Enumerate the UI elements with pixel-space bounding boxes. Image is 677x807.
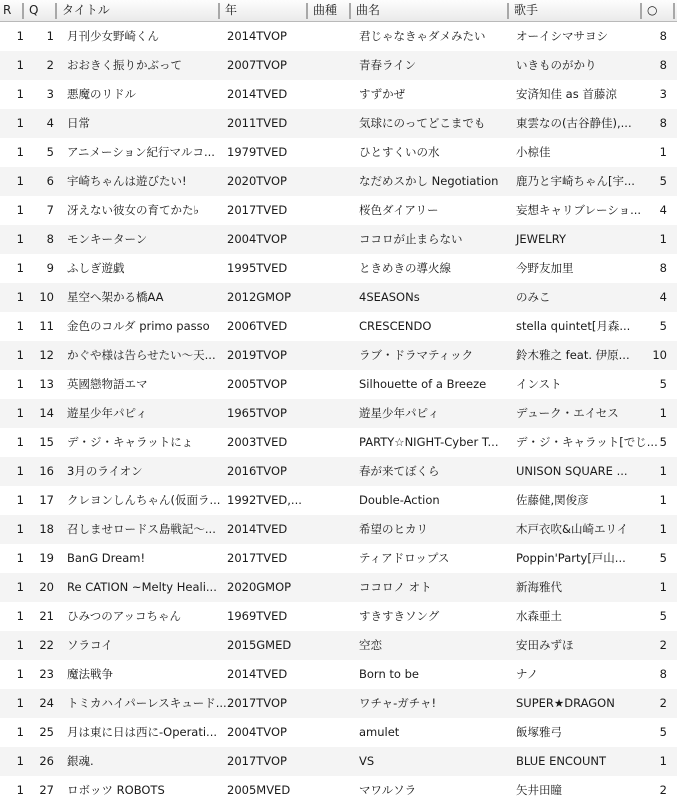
cell-title: 星空へ架かる橋AA	[67, 290, 164, 304]
cell-circle: 1	[659, 464, 667, 478]
cell-artist: ナノ	[516, 667, 539, 681]
cell-year: 2020TVOP	[227, 174, 287, 188]
cell-kyoku-type	[312, 660, 354, 689]
cell-title: 遊星少年パピィ	[67, 406, 148, 420]
cell-kyoku-type	[312, 283, 354, 312]
cell-kyoku-type	[312, 22, 354, 51]
cell-year: 2004TVOP	[227, 725, 287, 739]
cell-song: Born to be	[359, 667, 419, 681]
cell-title: デ・ジ・キャラットにょ	[67, 435, 194, 449]
cell-year: 2020GMOP	[227, 580, 292, 594]
cell-circle: 2	[659, 638, 667, 652]
cell-title: Re CATION ~Melty Heali...	[67, 580, 217, 594]
cell-title: トミカハイパーレスキュード...	[67, 696, 227, 710]
cell-title: 金色のコルダ primo passo	[67, 319, 210, 333]
cell-year: 2015GMED	[227, 638, 292, 652]
column-resize-handle[interactable]	[218, 3, 220, 19]
cell-artist: 木戸衣吹&山崎エリイ	[516, 522, 629, 536]
cell-title: 魔法戦争	[67, 667, 113, 681]
cell-song: 遊星少年パピィ	[359, 406, 440, 420]
cell-artist: stella quintet[月森...	[516, 319, 631, 333]
cell-year: 1992TVED,...	[227, 493, 302, 507]
cell-circle: 4	[659, 290, 667, 304]
cell-song: 君じゃなきゃダメみたい	[359, 29, 486, 43]
cell-kyoku-type	[312, 312, 354, 341]
cell-circle: 10	[652, 348, 667, 362]
cell-circle: 1	[659, 232, 667, 246]
cell-r: 1	[16, 493, 24, 507]
cell-q: 8	[46, 232, 54, 246]
table-row[interactable]	[0, 573, 677, 602]
cell-year: 2005TVOP	[227, 377, 287, 391]
table-row[interactable]	[0, 283, 677, 312]
column-header-kyoku-type[interactable]: 曲種	[313, 3, 338, 17]
cell-song: 気球にのってどこまでも	[359, 116, 486, 130]
cell-r: 1	[16, 348, 24, 362]
cell-title: ソラコイ	[67, 638, 113, 652]
cell-artist: インスト	[516, 377, 562, 391]
table-row[interactable]	[0, 312, 677, 341]
cell-kyoku-type	[312, 80, 354, 109]
cell-circle: 1	[659, 580, 667, 594]
cell-song: 空恋	[359, 638, 382, 652]
cell-r: 1	[16, 174, 24, 188]
cell-year: 2017TVED	[227, 203, 288, 217]
cell-r: 1	[16, 435, 24, 449]
cell-song: すずかぜ	[359, 87, 406, 101]
cell-kyoku-type	[312, 428, 354, 457]
cell-title: 月は東に日は西に-Operati...	[67, 725, 218, 739]
cell-q: 12	[39, 348, 54, 362]
cell-year: 2011TVED	[227, 116, 288, 130]
cell-kyoku-type	[312, 51, 354, 80]
cell-kyoku-type	[312, 573, 354, 602]
table-row[interactable]	[0, 109, 677, 138]
cell-artist: のみこ	[516, 290, 551, 304]
cell-year: 2017TVOP	[227, 754, 287, 768]
cell-kyoku-type	[312, 486, 354, 515]
cell-q: 26	[39, 754, 54, 768]
cell-r: 1	[16, 754, 24, 768]
cell-song: ココロノ オト	[359, 580, 432, 594]
cell-q: 19	[39, 551, 54, 565]
cell-year: 2012GMOP	[227, 290, 292, 304]
cell-r: 1	[16, 522, 24, 536]
cell-song: 4SEASONs	[359, 290, 420, 304]
cell-title: 召しませロードス島戦記～...	[67, 522, 216, 536]
cell-q: 4	[46, 116, 54, 130]
table-row[interactable]	[0, 631, 677, 660]
cell-q: 16	[39, 464, 54, 478]
column-header-circle[interactable]: ○	[647, 3, 658, 17]
cell-circle: 5	[659, 174, 667, 188]
cell-song: Silhouette of a Breeze	[359, 377, 487, 391]
cell-r: 1	[16, 609, 24, 623]
cell-year: 2007TVOP	[227, 58, 287, 72]
cell-q: 10	[39, 290, 54, 304]
grid-body	[0, 22, 677, 805]
cell-circle: 5	[659, 725, 667, 739]
cell-title: 悪魔のリドル	[67, 87, 136, 101]
column-resize-handle[interactable]	[640, 3, 642, 19]
table-row[interactable]	[0, 602, 677, 631]
table-row[interactable]	[0, 718, 677, 747]
cell-r: 1	[16, 725, 24, 739]
cell-title: かぐや様は告らせたい～天...	[67, 348, 216, 362]
cell-year: 1979TVED	[227, 145, 288, 159]
cell-r: 1	[16, 87, 24, 101]
cell-artist: 鹿乃と宇崎ちゃん[宇...	[516, 174, 635, 188]
table-row[interactable]	[0, 457, 677, 486]
cell-year: 2003TVED	[227, 435, 288, 449]
cell-year: 2014TVED	[227, 667, 288, 681]
cell-artist: 佐藤健,関俊彦	[516, 493, 589, 507]
cell-kyoku-type	[312, 747, 354, 776]
cell-title: クレヨンしんちゃん(仮面ラ...	[67, 493, 221, 507]
cell-circle: 5	[659, 551, 667, 565]
cell-q: 24	[39, 696, 54, 710]
cell-circle: 8	[659, 116, 667, 130]
cell-title: ロボッツ ROBOTS	[67, 783, 165, 797]
cell-r: 1	[16, 667, 24, 681]
table-row[interactable]	[0, 428, 677, 457]
cell-circle: 8	[659, 261, 667, 275]
cell-song: 希望のヒカリ	[359, 522, 428, 536]
cell-kyoku-type	[312, 399, 354, 428]
table-row[interactable]	[0, 341, 677, 370]
cell-r: 1	[16, 232, 24, 246]
cell-q: 7	[46, 203, 54, 217]
table-row[interactable]	[0, 544, 677, 573]
cell-song: ワチャ-ガチャ!	[359, 696, 437, 710]
cell-title: 宇崎ちゃんは遊びたい!	[67, 174, 187, 188]
cell-kyoku-type	[312, 341, 354, 370]
cell-r: 1	[16, 203, 24, 217]
cell-artist: 安済知佳 as 首藤涼	[516, 87, 617, 101]
cell-artist: BLUE ENCOUNT	[516, 754, 607, 768]
cell-artist: 飯塚雅弓	[516, 725, 562, 739]
cell-circle: 2	[659, 783, 667, 797]
column-resize-handle[interactable]	[349, 3, 351, 19]
cell-title: アニメーション紀行マルコ...	[67, 145, 215, 159]
cell-year: 2016TVOP	[227, 464, 287, 478]
cell-year: 2004TVOP	[227, 232, 287, 246]
cell-artist: オーイシマサヨシ	[516, 29, 608, 43]
cell-song: ココロが止まらない	[359, 232, 463, 246]
cell-r: 1	[16, 145, 24, 159]
cell-r: 1	[16, 551, 24, 565]
cell-song: ひとすくいの水	[359, 145, 440, 159]
cell-q: 25	[39, 725, 54, 739]
cell-year: 2014TVOP	[227, 29, 287, 43]
cell-r: 1	[16, 580, 24, 594]
cell-song: 春が来てぼくら	[359, 464, 440, 478]
cell-song: VS	[359, 754, 375, 768]
grid-header	[0, 0, 677, 22]
cell-q: 14	[39, 406, 54, 420]
table-row[interactable]	[0, 660, 677, 689]
cell-artist: 東雲なの(古谷静佳),...	[516, 116, 632, 130]
cell-song: CRESCENDO	[359, 319, 432, 333]
cell-circle: 5	[659, 609, 667, 623]
cell-song: マワルソラ	[359, 783, 417, 797]
cell-title: 月刊少女野崎くん	[67, 29, 159, 43]
cell-q: 15	[39, 435, 54, 449]
cell-q: 5	[46, 145, 54, 159]
cell-artist: 鈴木雅之 feat. 伊原...	[516, 348, 630, 362]
cell-title: 銀魂.	[67, 754, 94, 768]
cell-artist: 矢井田瞳	[516, 783, 562, 797]
cell-title: おおきく振りかぶって	[67, 58, 182, 72]
cell-song: amulet	[359, 725, 400, 739]
cell-circle: 2	[659, 696, 667, 710]
cell-kyoku-type	[312, 225, 354, 254]
cell-circle: 5	[659, 435, 667, 449]
cell-title: モンキーターン	[67, 232, 148, 246]
cell-song: すきすきソング	[359, 609, 440, 623]
cell-artist: 安田みずほ	[516, 638, 574, 652]
cell-circle: 5	[659, 377, 667, 391]
cell-song: ラブ・ドラマティック	[359, 348, 474, 362]
cell-q: 13	[39, 377, 54, 391]
cell-kyoku-type	[312, 196, 354, 225]
cell-circle: 8	[659, 29, 667, 43]
column-resize-handle[interactable]	[22, 3, 24, 19]
cell-q: 27	[39, 783, 54, 797]
table-row[interactable]	[0, 399, 677, 428]
column-resize-handle[interactable]	[306, 3, 308, 19]
cell-song: ときめきの導火線	[359, 261, 451, 275]
column-header-artist[interactable]: 歌手	[514, 3, 539, 17]
cell-q: 21	[39, 609, 54, 623]
cell-kyoku-type	[312, 689, 354, 718]
cell-kyoku-type	[312, 254, 354, 283]
cell-song: PARTY☆NIGHT-Cyber T...	[359, 435, 499, 449]
cell-q: 22	[39, 638, 54, 652]
cell-year: 2019TVOP	[227, 348, 287, 362]
cell-kyoku-type	[312, 631, 354, 660]
cell-circle: 8	[659, 667, 667, 681]
table-row[interactable]	[0, 776, 677, 805]
cell-title: 英國戀物語エマ	[67, 377, 148, 391]
column-resize-handle[interactable]	[507, 3, 509, 19]
table-row[interactable]	[0, 22, 677, 51]
cell-title: 冴えない彼女の育てかた♭	[67, 203, 199, 217]
table-row[interactable]	[0, 515, 677, 544]
cell-kyoku-type	[312, 370, 354, 399]
cell-q: 6	[46, 174, 54, 188]
table-row[interactable]	[0, 51, 677, 80]
column-header-song[interactable]: 曲名	[356, 3, 381, 17]
cell-artist: 小椋佳	[516, 145, 551, 159]
column-header-title[interactable]: タイトル	[62, 3, 110, 17]
cell-artist: 妄想キャリブレーショ...	[516, 203, 642, 217]
column-header-r[interactable]: R	[3, 3, 12, 17]
table-row[interactable]	[0, 196, 677, 225]
cell-kyoku-type	[312, 167, 354, 196]
cell-artist: SUPER★DRAGON	[516, 696, 615, 710]
cell-title: 3月のライオン	[67, 464, 143, 478]
table-row[interactable]	[0, 254, 677, 283]
cell-circle: 1	[659, 406, 667, 420]
cell-q: 3	[46, 87, 54, 101]
cell-artist: いきものがかり	[516, 58, 597, 72]
cell-r: 1	[16, 58, 24, 72]
cell-r: 1	[16, 696, 24, 710]
cell-circle: 1	[659, 145, 667, 159]
cell-circle: 8	[659, 58, 667, 72]
column-header-q[interactable]: Q	[29, 3, 39, 17]
cell-r: 1	[16, 638, 24, 652]
cell-kyoku-type	[312, 544, 354, 573]
cell-title: ふしぎ遊戯	[67, 261, 125, 275]
column-resize-handle[interactable]	[673, 3, 675, 19]
cell-kyoku-type	[312, 718, 354, 747]
cell-r: 1	[16, 406, 24, 420]
table-row[interactable]	[0, 370, 677, 399]
cell-q: 11	[39, 319, 54, 333]
cell-kyoku-type	[312, 109, 354, 138]
cell-circle: 5	[659, 319, 667, 333]
table-row[interactable]	[0, 138, 677, 167]
cell-artist: デューク・エイセス	[516, 406, 619, 420]
cell-q: 9	[46, 261, 54, 275]
cell-kyoku-type	[312, 138, 354, 167]
cell-artist: デ・ジ・キャラット[でじ...	[516, 435, 658, 449]
cell-circle: 4	[659, 203, 667, 217]
cell-year: 2005MVED	[227, 783, 291, 797]
cell-r: 1	[16, 783, 24, 797]
table-row[interactable]	[0, 167, 677, 196]
cell-artist: Poppin'Party[戸山...	[516, 551, 626, 565]
cell-song: Double-Action	[359, 493, 440, 507]
cell-r: 1	[16, 116, 24, 130]
cell-year: 2014TVED	[227, 87, 288, 101]
table-row[interactable]	[0, 689, 677, 718]
cell-year: 2014TVED	[227, 522, 288, 536]
cell-title: ひみつのアッコちゃん	[67, 609, 181, 623]
cell-title: 日常	[67, 116, 90, 130]
cell-q: 2	[46, 58, 54, 72]
cell-artist: 新海雅代	[516, 580, 562, 594]
cell-circle: 3	[659, 87, 667, 101]
cell-kyoku-type	[312, 457, 354, 486]
cell-r: 1	[16, 464, 24, 478]
cell-year: 1965TVOP	[227, 406, 287, 420]
cell-r: 1	[16, 29, 24, 43]
cell-year: 2017TVOP	[227, 696, 287, 710]
cell-circle: 1	[659, 493, 667, 507]
cell-r: 1	[16, 261, 24, 275]
cell-q: 1	[46, 29, 54, 43]
table-row[interactable]	[0, 80, 677, 109]
cell-q: 20	[39, 580, 54, 594]
cell-title: BanG Dream!	[67, 551, 146, 565]
cell-circle: 1	[659, 522, 667, 536]
cell-year: 1969TVED	[227, 609, 288, 623]
column-resize-handle[interactable]	[55, 3, 57, 19]
table-row[interactable]	[0, 225, 677, 254]
cell-q: 17	[39, 493, 54, 507]
cell-q: 18	[39, 522, 54, 536]
table-row[interactable]	[0, 747, 677, 776]
cell-r: 1	[16, 377, 24, 391]
cell-r: 1	[16, 290, 24, 304]
cell-circle: 1	[659, 754, 667, 768]
cell-artist: 水森亜土	[516, 609, 562, 623]
cell-kyoku-type	[312, 515, 354, 544]
cell-r: 1	[16, 319, 24, 333]
cell-year: 2017TVED	[227, 551, 288, 565]
cell-artist: JEWELRY	[516, 232, 566, 246]
cell-artist: UNISON SQUARE ...	[516, 464, 628, 478]
cell-artist: 今野友加里	[516, 261, 574, 275]
cell-kyoku-type	[312, 602, 354, 631]
cell-year: 1995TVED	[227, 261, 288, 275]
cell-song: ティアドロップス	[359, 551, 450, 565]
cell-kyoku-type	[312, 776, 354, 805]
table-row[interactable]	[0, 486, 677, 515]
cell-song: 青春ライン	[359, 58, 417, 72]
column-header-year[interactable]: 年	[225, 3, 238, 17]
cell-year: 2006TVED	[227, 319, 288, 333]
cell-song: なだめスかし Negotiation	[359, 174, 499, 188]
cell-q: 23	[39, 667, 54, 681]
cell-song: 桜色ダイアリー	[359, 203, 439, 217]
